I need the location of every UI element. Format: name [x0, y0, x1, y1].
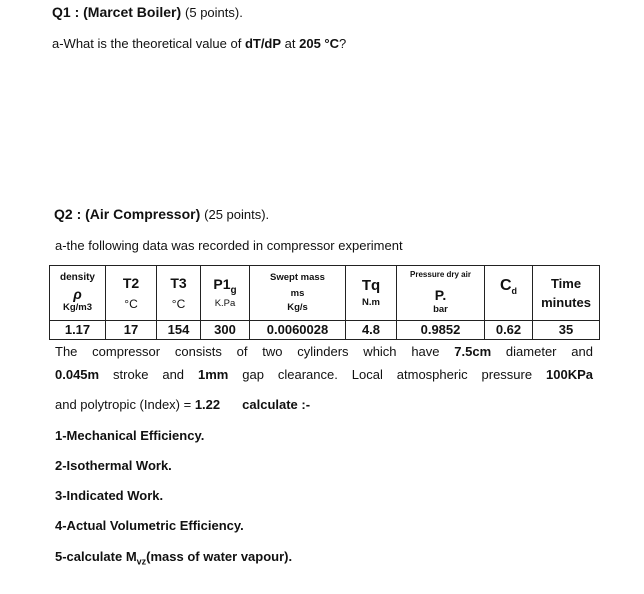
q1-label: Q1 : (Marcet Boiler) [52, 4, 182, 20]
desc-index: 1.22 [194, 397, 221, 412]
header-pressure-unit: bar [433, 303, 448, 315]
task-3: 3-Indicated Work. [55, 488, 164, 503]
header-time-unit: minutes [541, 294, 591, 310]
header-density-unit: Kg/m3 [62, 302, 93, 314]
header-t2-unit: °C [124, 296, 138, 311]
desc-stroke: 0.045m [55, 367, 100, 382]
desc-part4: gap clearance. Local atmospheric pressure [228, 367, 547, 382]
header-p1g-sub: g [230, 285, 237, 297]
data-table [49, 265, 600, 340]
q1-question-temp: 205 °C [299, 36, 340, 51]
desc-part1: The compressor consists of two cylinders which have [55, 344, 455, 359]
header-t3 [157, 266, 201, 321]
rho-symbol: ρ [73, 286, 82, 303]
value-time: 35 [533, 321, 600, 340]
header-cd-sub: d [511, 285, 518, 296]
value-p1g: 300 [201, 321, 250, 340]
table-row [50, 321, 600, 340]
header-tq-name: Tq [361, 277, 381, 295]
description-line-3 [55, 397, 310, 412]
value-t3: 154 [157, 321, 201, 340]
desc-atm: 100KPa [546, 367, 593, 382]
value-tq: 4.8 [346, 321, 397, 340]
q2-intro: a-the following data was recorded in compressor experiment [55, 238, 403, 253]
desc-diameter: 7.5cm [454, 344, 492, 359]
value-t2: 17 [106, 321, 157, 340]
task-5 [55, 549, 292, 567]
header-cd [485, 266, 533, 321]
q1-question-suffix: ? [339, 36, 347, 51]
header-tq-unit: N.m [362, 296, 380, 308]
q2-title [54, 206, 269, 222]
header-pressure-dry-air [397, 266, 485, 321]
header-cd-title [485, 278, 532, 297]
header-pressure-name: Pressure dry air [410, 270, 471, 280]
header-density [50, 266, 106, 321]
value-density: 1.17 [50, 321, 106, 340]
q1-question [52, 36, 346, 51]
desc-gap: 1mm [197, 367, 229, 382]
value-swept-mass: 0.0060028 [250, 321, 346, 340]
description-line-1 [55, 341, 593, 363]
q2-points: (25 points). [204, 207, 270, 222]
desc-part2: diameter and [491, 344, 593, 359]
task-1: 1-Mechanical Efficiency. [55, 428, 205, 443]
task-4: 4-Actual Volumetric Efficiency. [55, 518, 244, 533]
header-p1g [201, 266, 250, 321]
table-header-row [50, 266, 600, 321]
header-time [533, 266, 600, 321]
header-p1g-title [201, 277, 249, 296]
header-pressure-mid: P. [434, 286, 447, 303]
desc-part5: and polytropic (Index) = [55, 397, 195, 412]
q1-question-prefix: a-What is the theoretical value of [52, 36, 245, 51]
q1-points: (5 points). [185, 5, 243, 20]
task5-sub: vz [136, 556, 147, 567]
value-pressure: 0.9852 [397, 321, 485, 340]
q1-title [52, 4, 243, 20]
header-density-name: density [59, 271, 95, 283]
q2-label: Q2 : (Air Compressor) [54, 206, 201, 222]
header-t3-unit: °C [171, 296, 186, 311]
header-swept-mass [250, 266, 346, 321]
header-t2 [106, 266, 157, 321]
task-2: 2-Isothermal Work. [55, 458, 172, 473]
q1-question-mid: at [281, 36, 300, 51]
header-time-name: Time [550, 275, 582, 291]
desc-calc: calculate :- [242, 397, 311, 412]
header-t3-name: T3 [170, 274, 187, 291]
description-line-2 [55, 364, 593, 386]
task5-prefix: 5-calculate M [55, 549, 137, 564]
q1-question-term: dT/dP [244, 36, 282, 51]
header-swept-mass-mid: ms [290, 287, 305, 299]
header-p1g-unit: K.Pa [214, 297, 236, 309]
value-cd: 0.62 [485, 321, 533, 340]
task5-suffix: (mass of water vapour). [146, 549, 293, 564]
header-t2-name: T2 [122, 274, 140, 291]
desc-part3: stroke and [99, 367, 198, 382]
header-swept-mass-name: Swept mass [270, 271, 325, 283]
header-tq [346, 266, 397, 321]
header-p1g-name: P1 [213, 276, 231, 293]
header-swept-mass-unit: Kg/s [287, 302, 308, 314]
header-cd-name: C [499, 276, 512, 294]
